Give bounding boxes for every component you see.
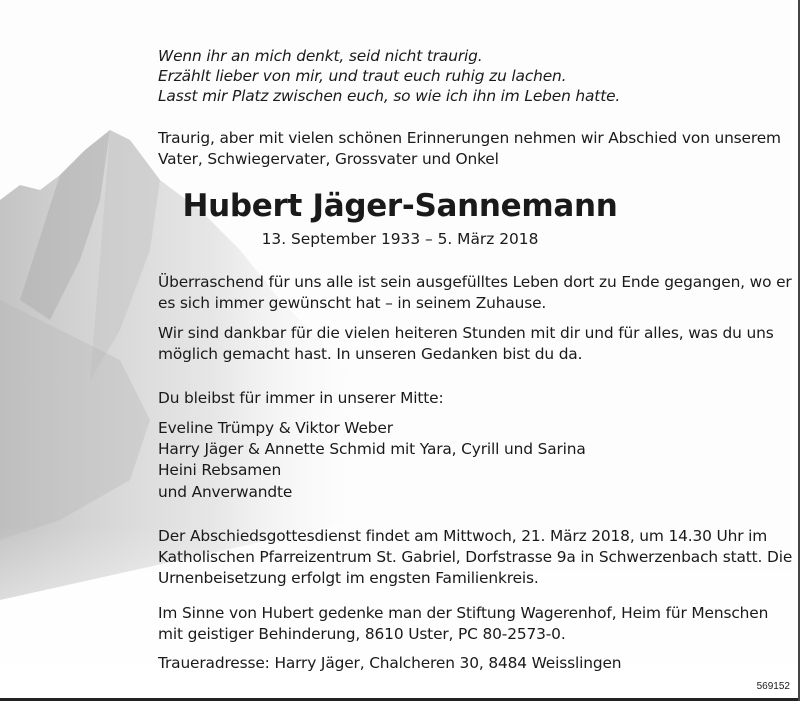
- donation-line: Im Sinne von Hubert gedenke man der Stiftung Wagerenhof, Heim für Menschen: [158, 604, 769, 622]
- deceased-name: Hubert Jäger-Sannemann: [182, 188, 618, 224]
- donation-line: mit geistiger Behinderung, 8610 Uster, PC 80-2573-0.: [158, 625, 566, 643]
- mourner: Harry Jäger & Annette Schmid mit Yara, Cyrill und Sarina: [158, 440, 586, 458]
- intro-line: Traurig, aber mit vielen schönen Erinnerungen nehmen wir Abschied von unserem: [158, 129, 781, 147]
- paragraph-line: es sich immer gewünscht hat – in seinem Zuhause.: [158, 294, 547, 312]
- mourner: Heini Rebsamen: [158, 461, 282, 479]
- service-line: Urnenbeisetzung erfolgt im engsten Familienkreis.: [158, 569, 539, 587]
- mourners-intro: Du bleibst für immer in unserer Mitte:: [158, 389, 444, 407]
- paragraph-line: Wir sind dankbar für die vielen heiteren Stunden mit dir und für alles, was du uns: [158, 324, 774, 342]
- mourner: und Anverwandte: [158, 483, 293, 501]
- mourning-address: Traueradresse: Harry Jäger, Chalcheren 30, 8484 Weisslingen: [158, 654, 622, 672]
- paragraph-line: Überraschend für uns alle ist sein ausgefülltes Leben dort zu Ende gegangen, wo er: [158, 273, 792, 291]
- paragraph-line: möglich gemacht hast. In unseren Gedanken bist du da.: [158, 345, 583, 363]
- mourner: Eveline Trümpy & Viktor Weber: [158, 419, 393, 437]
- ad-id: 569152: [756, 681, 790, 692]
- verse-line: Erzählt lieber von mir, und traut euch ruhig zu lachen.: [158, 67, 567, 85]
- life-dates: 13. September 1933 – 5. März 2018: [261, 230, 539, 248]
- service-line: Der Abschiedsgottesdienst findet am Mittwoch, 21. März 2018, um 14.30 Uhr im: [158, 527, 768, 545]
- verse-line: Wenn ihr an mich denkt, seid nicht traurig.: [158, 47, 483, 65]
- intro-line: Vater, Schwiegervater, Grossvater und Onkel: [158, 150, 499, 168]
- service-line: Katholischen Pfarreizentrum St. Gabriel, Dorfstrasse 9a in Schwerzenbach statt. Die: [158, 548, 793, 566]
- verse-line: Lasst mir Platz zwischen euch, so wie ich ihn im Leben hatte.: [158, 87, 621, 105]
